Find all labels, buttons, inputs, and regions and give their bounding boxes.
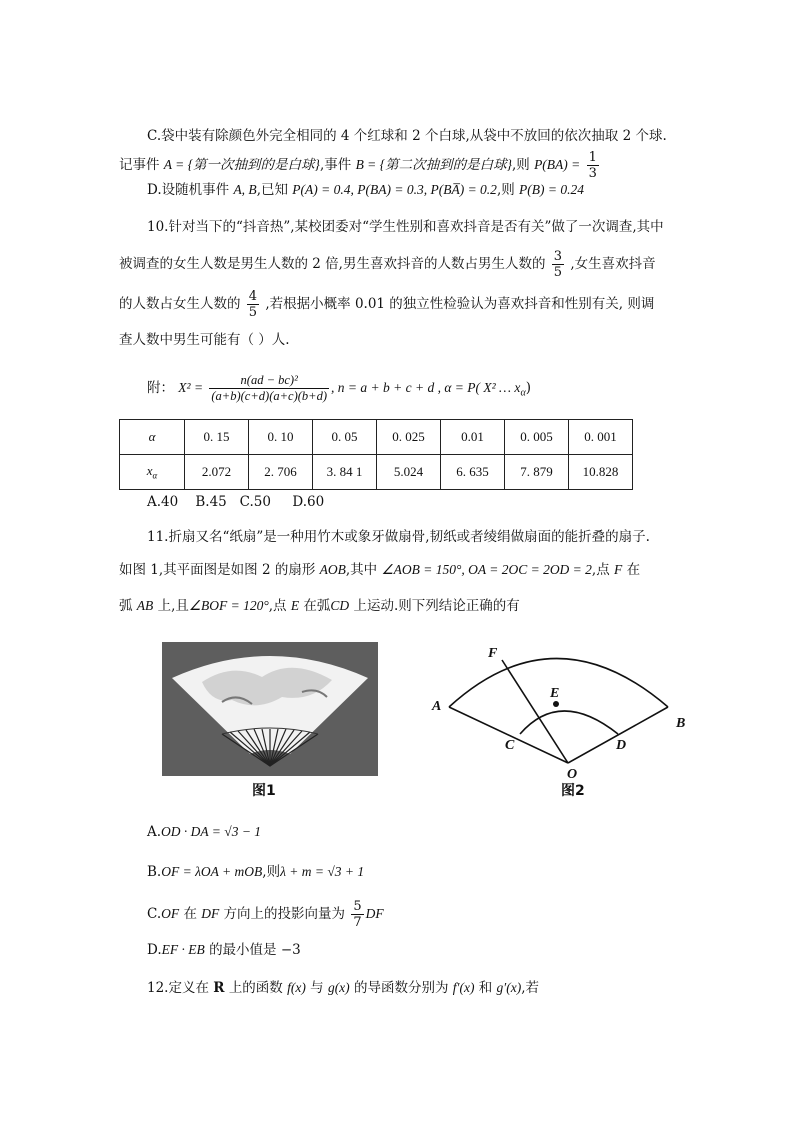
q11-optC-df2: DF [365, 906, 384, 921]
q9c-event-a: A = {第一次抽到的是白球} [163, 157, 320, 172]
q9d-events: A, B [233, 182, 257, 197]
q9c-prob: P(BA) = [534, 157, 581, 172]
table-cell: 0. 15 [185, 420, 249, 455]
q9c-frac-den: 3 [588, 166, 597, 181]
q11-optC-frac-den: 7 [353, 915, 362, 930]
q12-gx: g(x) [327, 980, 350, 995]
label-b: B [676, 716, 686, 731]
figure-1-caption: 图1 [252, 783, 276, 799]
q11-optB-result: λ + m = √3 + 1 [280, 864, 365, 879]
q9c-text-e: ,则 [511, 157, 530, 173]
q11-optC-frac-num: 5 [353, 899, 362, 914]
q10-options: A.40 B.45 C.50 D.60 [147, 494, 325, 510]
figure-2-sector-diagram [420, 630, 700, 780]
table-cell: 5.024 [377, 455, 441, 490]
q12-fpx: f′(x) [452, 980, 475, 995]
q12-line [147, 978, 539, 998]
q9c-line1: C.袋中装有除颜色外完全相同的 4 个红球和 2 个白球,从袋中不放回的依次抽取 2 个球. [147, 128, 667, 144]
q11-arc-ab: AB [136, 598, 154, 613]
q11-line2-e: ,点 [591, 562, 610, 578]
q11-line2 [119, 560, 640, 580]
q11-optC-in: 在 [183, 906, 197, 922]
label-c: C [505, 738, 515, 753]
q11-line2-a: 如图 1,其平面图是如图 2 的扇形 [119, 562, 316, 578]
q11-optB-expr: OF = λOA + mOB [161, 864, 263, 879]
q11-optC-label: C. [147, 906, 162, 922]
q10-line3 [119, 286, 654, 322]
q11-optB-label: B. [147, 864, 162, 880]
q10-frac2-den: 5 [248, 305, 258, 320]
q9d-text-e: ,则 [496, 182, 515, 198]
q10-line2 [119, 246, 656, 282]
q11-line3-g: 在弧 [303, 598, 331, 614]
q12-reals: R [213, 980, 225, 996]
q10-formula-sub: α [520, 387, 526, 399]
q11-optC-of: OF [161, 906, 180, 921]
table-cell: 3. 84 1 [313, 455, 377, 490]
table-row-x [120, 455, 633, 490]
q10-formula-den: (a+b)(c+d)(a+c)(b+d) [211, 389, 328, 403]
q12-text-a: 12.定义在 [147, 980, 209, 996]
q11-optD-label: D. [147, 942, 162, 958]
q10-line3-a: 的人数占女生人数的 [119, 296, 241, 312]
q11-optA-label: A. [147, 824, 162, 840]
q9d-text-c: ,已知 [256, 182, 288, 198]
q12-gpx: g′(x) [496, 980, 522, 995]
label-e: E [550, 686, 560, 701]
table-header-label: α [120, 420, 185, 455]
q11-line3-a: 弧 [119, 598, 133, 614]
figure-1-fan-photo [162, 642, 378, 776]
q9c-fraction [587, 150, 599, 181]
q12-fx: f(x) [287, 980, 306, 995]
q11-arc-cd: CD [330, 598, 350, 613]
q11-option-a [147, 822, 261, 842]
table-cell: 0. 05 [313, 420, 377, 455]
q10-line4: 查人数中男生可能有（ ）人. [119, 332, 290, 348]
q11-option-c [147, 896, 384, 932]
q11-optC-text: 方向上的投影向量为 [223, 906, 346, 922]
q11-line2-g: 在 [626, 562, 641, 578]
q10-line1: 10.针对当下的“抖音热”,某校团委对“学生性别和喜欢抖音是否有关”做了一次调查,其中 [147, 219, 664, 235]
table-cell: 0. 10 [249, 420, 313, 455]
q11-line3-e: ,点 [268, 598, 287, 614]
q10-frac2-num: 4 [248, 289, 258, 304]
q10-frac-3-5 [552, 249, 564, 280]
q12-text-g: 的导函数分别为 [353, 980, 449, 996]
q9c-frac-num: 1 [588, 150, 597, 165]
q12-text-i: 和 [478, 980, 493, 996]
q10-line2-a: 被调查的女生人数是男生人数的 2 倍,男生喜欢抖音的人数占男生人数的 [119, 256, 546, 272]
q11-option-b [147, 862, 364, 882]
segment-bo [568, 707, 668, 763]
fan-photo-illustration [162, 642, 378, 776]
table-cell: 0. 001 [569, 420, 633, 455]
q10-formula-fraction [209, 373, 329, 404]
figure-2-caption: 图2 [561, 783, 585, 799]
q10-formula-rest: , n = a + b + c + d , α = P( X² … x [331, 380, 521, 395]
q9c-text-c: ,事件 [319, 157, 352, 173]
q11-sector-name: AOB [319, 562, 346, 577]
table-cell: 0. 005 [505, 420, 569, 455]
q11-option-d [147, 940, 301, 960]
arc-cd [520, 711, 618, 734]
label-a: A [432, 699, 442, 714]
table-cell: 0.01 [441, 420, 505, 455]
table-row-label-x: x [146, 463, 153, 479]
label-f: F [488, 646, 498, 661]
q11-angle-bof: ∠BOF = 120° [188, 598, 269, 613]
q10-line2-b: ,女生喜欢抖音 [570, 256, 656, 272]
q10-frac1-den: 5 [553, 265, 563, 280]
q11-line1: 11.折扇又名“纸扇”是一种用竹木或象牙做扇骨,韧纸或者绫绢做扇面的能折叠的扇子. [147, 529, 650, 545]
q12-text-k: ,若 [521, 980, 540, 996]
q11-point-f: F [614, 562, 623, 577]
label-d: D [616, 738, 627, 753]
table-cell: 0. 025 [377, 420, 441, 455]
q11-optC-df: DF [201, 906, 220, 921]
q9d-given: P(A) = 0.4, P(BA) = 0.3, P(BA̅) = 0.2 [292, 182, 497, 197]
q9d-text-a: D.设随机事件 [147, 182, 230, 198]
q10-frac1-num: 3 [553, 249, 563, 264]
q9c-line2 [119, 150, 601, 181]
q11-line3 [119, 596, 520, 616]
q11-optA-expr: OD · DA = √3 − 1 [161, 824, 262, 839]
q9c-text-a: 记事件 [119, 157, 160, 173]
table-cell: 10.828 [569, 455, 633, 490]
q9c-event-b: B = {第二次抽到的是白球} [355, 157, 512, 172]
label-o: O [567, 767, 578, 780]
q11-line2-c: ,其中 [345, 562, 378, 578]
q9d-result: P(B) = 0.24 [519, 182, 584, 197]
q10-formula-lhs: X² = [178, 380, 204, 395]
table-cell: 6. 635 [441, 455, 505, 490]
q10-appendix [147, 368, 531, 414]
table-cell: 7. 879 [505, 455, 569, 490]
q12-text-e: 与 [310, 980, 324, 996]
q10-formula-num: n(ad − bc)² [209, 373, 329, 389]
critical-value-table [119, 419, 633, 490]
q9d-line [147, 180, 584, 200]
q10-line3-b: ,若根据小概率 0.01 的独立性检验认为喜欢抖音和性别有关, 则调 [265, 296, 655, 312]
table-cell: 2.072 [185, 455, 249, 490]
q11-conditions: ∠AOB = 150°, OA = 2OC = 2OD = 2 [381, 562, 592, 577]
q11-point-e: E [290, 598, 300, 613]
q11-optD-text: 的最小值是 −3 [209, 942, 301, 958]
q12-text-c: 上的函数 [228, 980, 283, 996]
q11-optD-expr: EF · EB [161, 942, 205, 957]
q11-line3-i: 上运动.则下列结论正确的有 [353, 598, 520, 614]
q10-frac-4-5 [247, 289, 259, 320]
q11-optC-fraction [351, 899, 363, 930]
q10-appendix-label: 附： [147, 380, 174, 396]
q11-optB-text: ,则 [262, 864, 281, 880]
q11-line3-c: 上,且 [157, 598, 189, 614]
table-row-label [120, 455, 185, 490]
table-row-label-sub: α [152, 470, 158, 481]
point-e-dot [553, 701, 559, 707]
table-cell: 2. 706 [249, 455, 313, 490]
q10-formula-end: ) [525, 380, 531, 396]
table-row-alpha [120, 420, 633, 455]
